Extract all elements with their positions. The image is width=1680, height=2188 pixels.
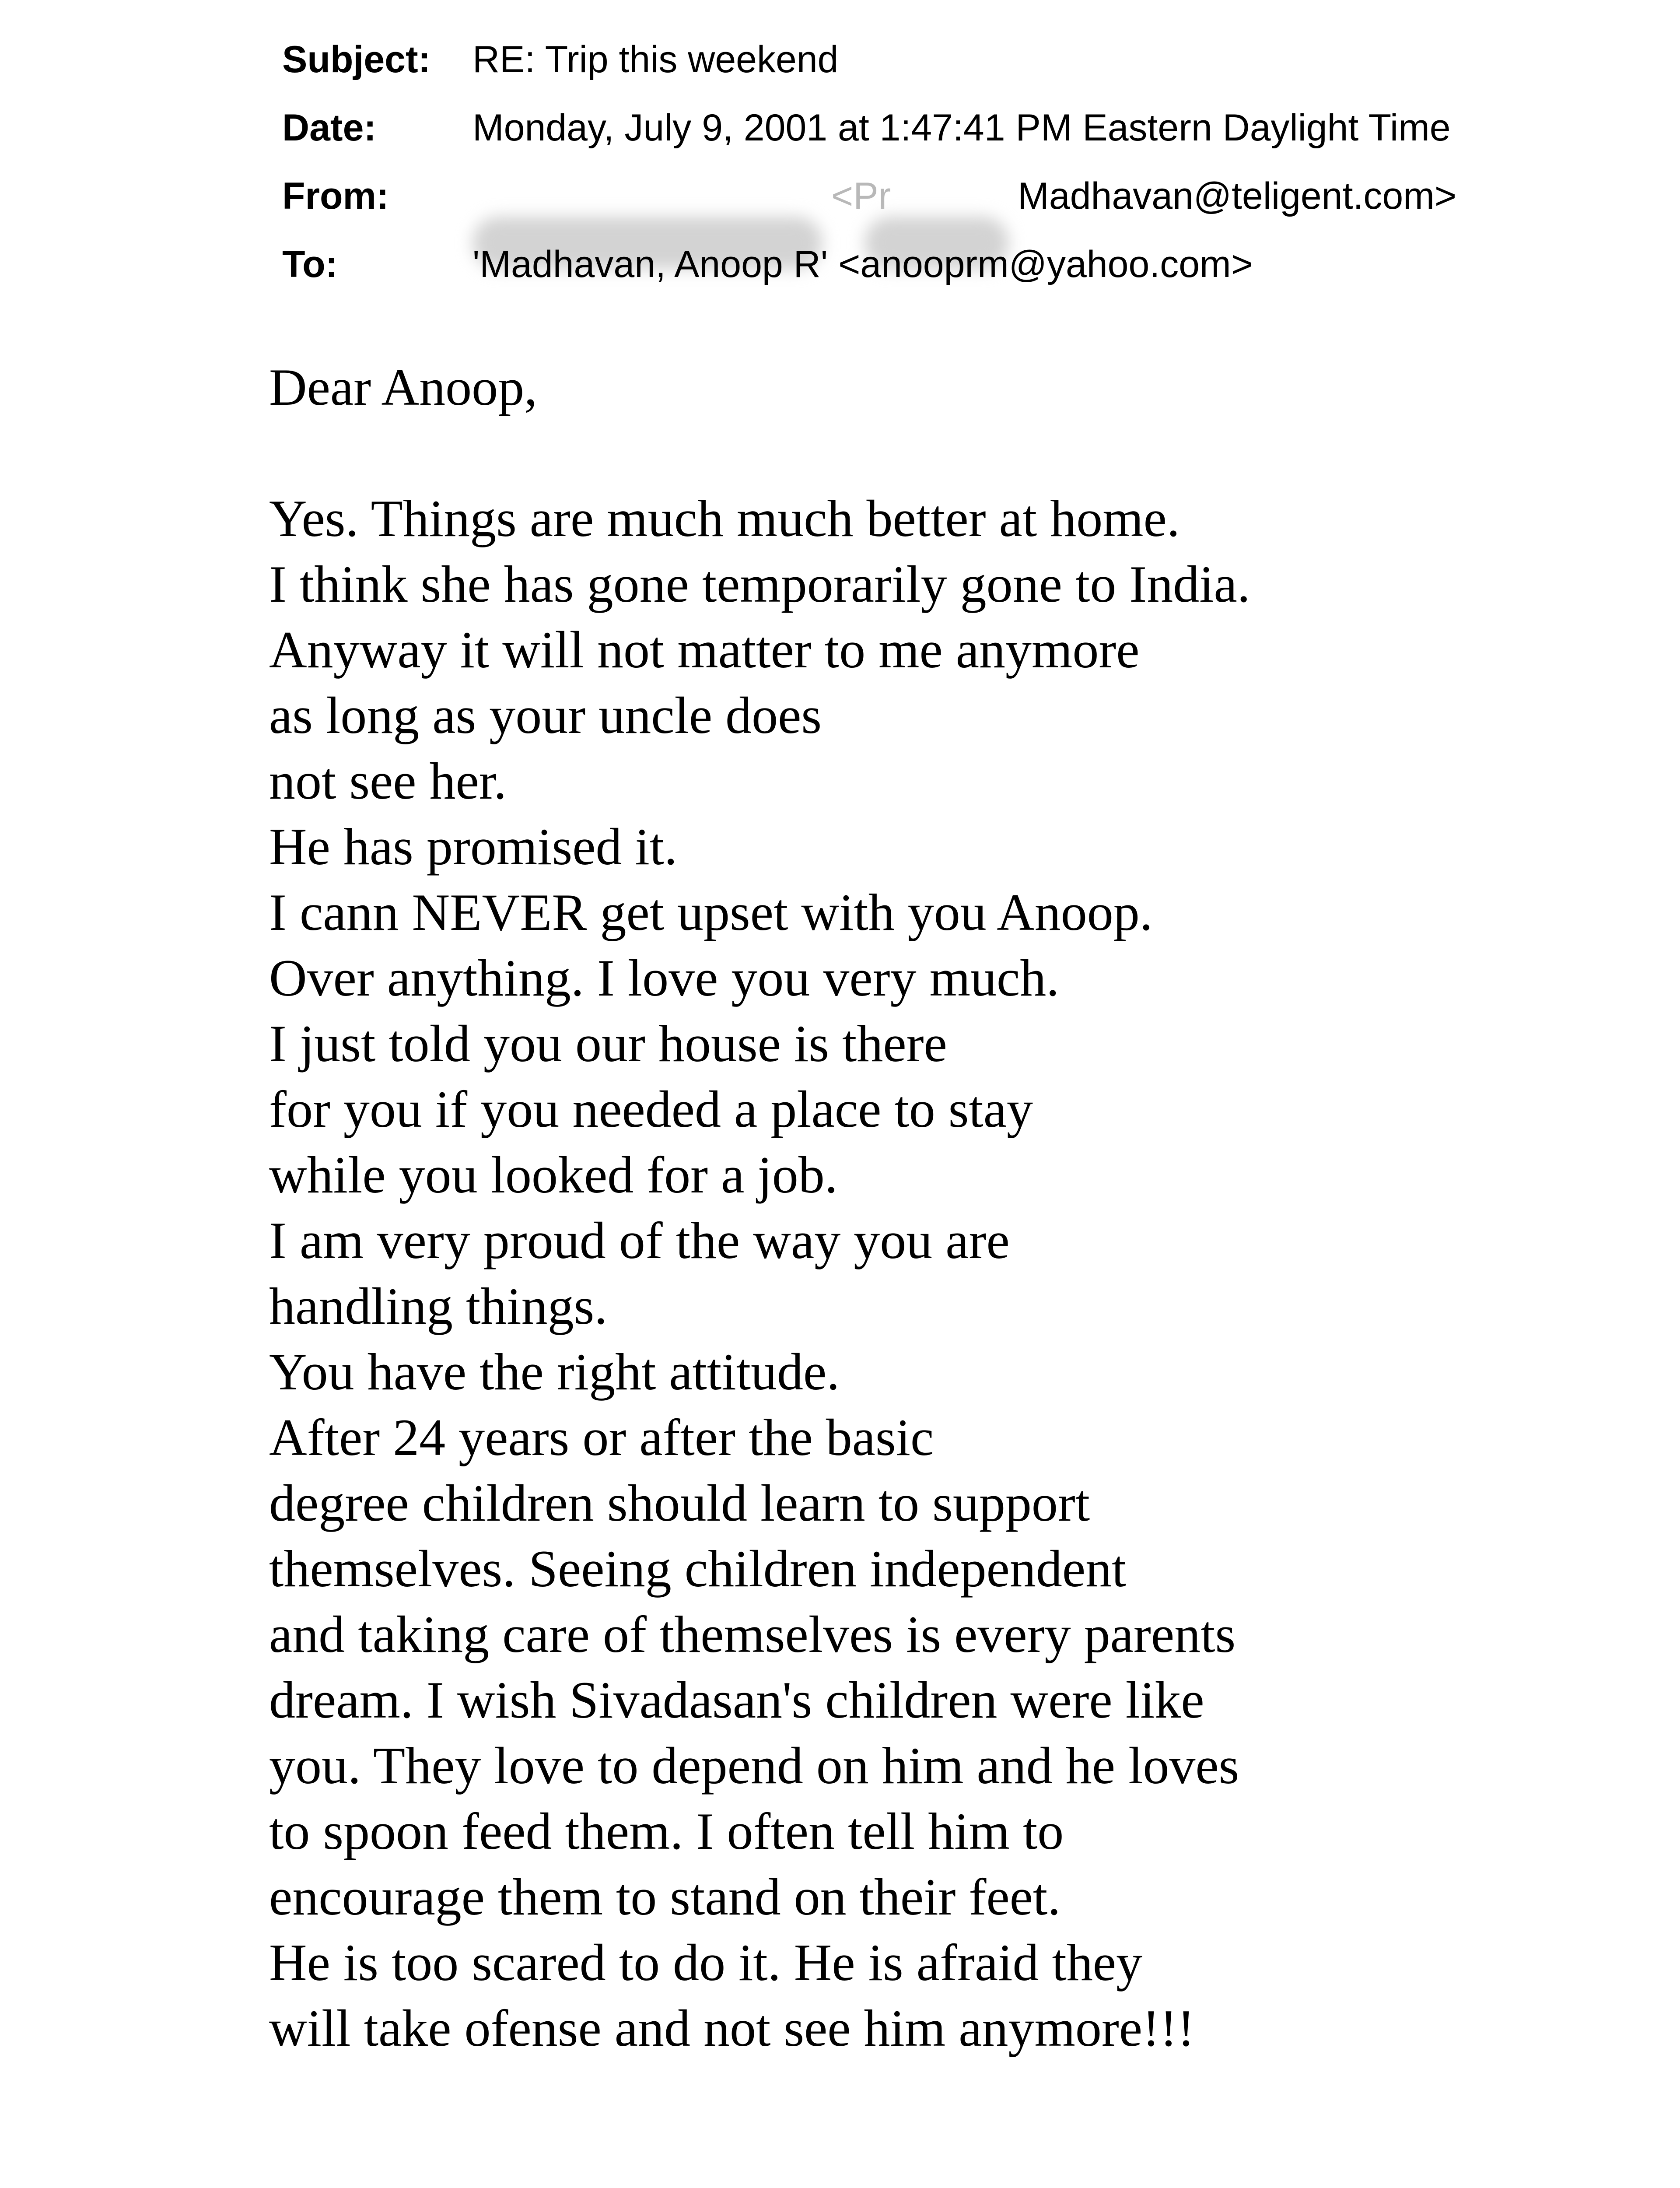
body-line: as long as your uncle does xyxy=(269,686,822,744)
body-line: degree children should learn to support xyxy=(269,1474,1090,1532)
to-row xyxy=(282,230,1456,298)
date-value: Monday, July 9, 2001 at 1:47:41 PM Eastern Daylight Time xyxy=(472,107,1451,149)
subject-value: RE: Trip this weekend xyxy=(472,39,839,81)
subject-label: Subject: xyxy=(282,39,431,81)
from-visible-suffix: Madhavan@teligent.com> xyxy=(1018,175,1457,217)
date-row xyxy=(282,94,1456,162)
from-visible-prefix: <Pr xyxy=(831,175,891,217)
body-line: not see her. xyxy=(269,752,507,810)
body-line: and taking care of themselves is every parents xyxy=(269,1605,1236,1663)
body-line: will take ofense and not see him anymore!!! xyxy=(269,1999,1195,2057)
from-label: From: xyxy=(282,175,389,217)
body-line: He is too scared to do it. He is afraid they xyxy=(269,1933,1143,1992)
email-body xyxy=(269,354,1250,2061)
body-lines xyxy=(269,486,1250,2061)
body-line: while you looked for a job. xyxy=(269,1146,838,1204)
body-line: After 24 years or after the basic xyxy=(269,1408,934,1466)
from-value xyxy=(472,162,1456,230)
body-line: encourage them to stand on their feet. xyxy=(269,1868,1061,1926)
body-line: for you if you needed a place to stay xyxy=(269,1080,1033,1138)
to-label: To: xyxy=(282,243,338,285)
date-label: Date: xyxy=(282,107,377,149)
body-line: Over anything. I love you very much. xyxy=(269,949,1060,1007)
subject-row xyxy=(282,25,1456,94)
body-line: dream. I wish Sivadasan's children were like xyxy=(269,1671,1204,1729)
body-line: You have the right attitude. xyxy=(269,1343,840,1401)
body-line: I think she has gone temporarily gone to India. xyxy=(269,555,1250,613)
greeting: Dear Anoop, xyxy=(269,358,538,416)
body-line: I am very proud of the way you are xyxy=(269,1211,1010,1269)
body-line: themselves. Seeing children independent xyxy=(269,1539,1127,1598)
email-header xyxy=(282,25,1456,298)
to-value: 'Madhavan, Anoop R' <anooprm@yahoo.com> xyxy=(472,243,1253,285)
body-line: you. They love to depend on him and he loves xyxy=(269,1736,1239,1795)
body-line: Yes. Things are much much better at home. xyxy=(269,489,1180,547)
body-line: I cann NEVER get upset with you Anoop. xyxy=(269,883,1153,941)
body-line: to spoon feed them. I often tell him to xyxy=(269,1802,1064,1860)
body-line: handling things. xyxy=(269,1277,608,1335)
body-line: Anyway it will not matter to me anymore xyxy=(269,621,1140,679)
body-line: He has promised it. xyxy=(269,817,678,876)
from-row xyxy=(282,162,1456,230)
body-line: I just told you our house is there xyxy=(269,1014,947,1073)
